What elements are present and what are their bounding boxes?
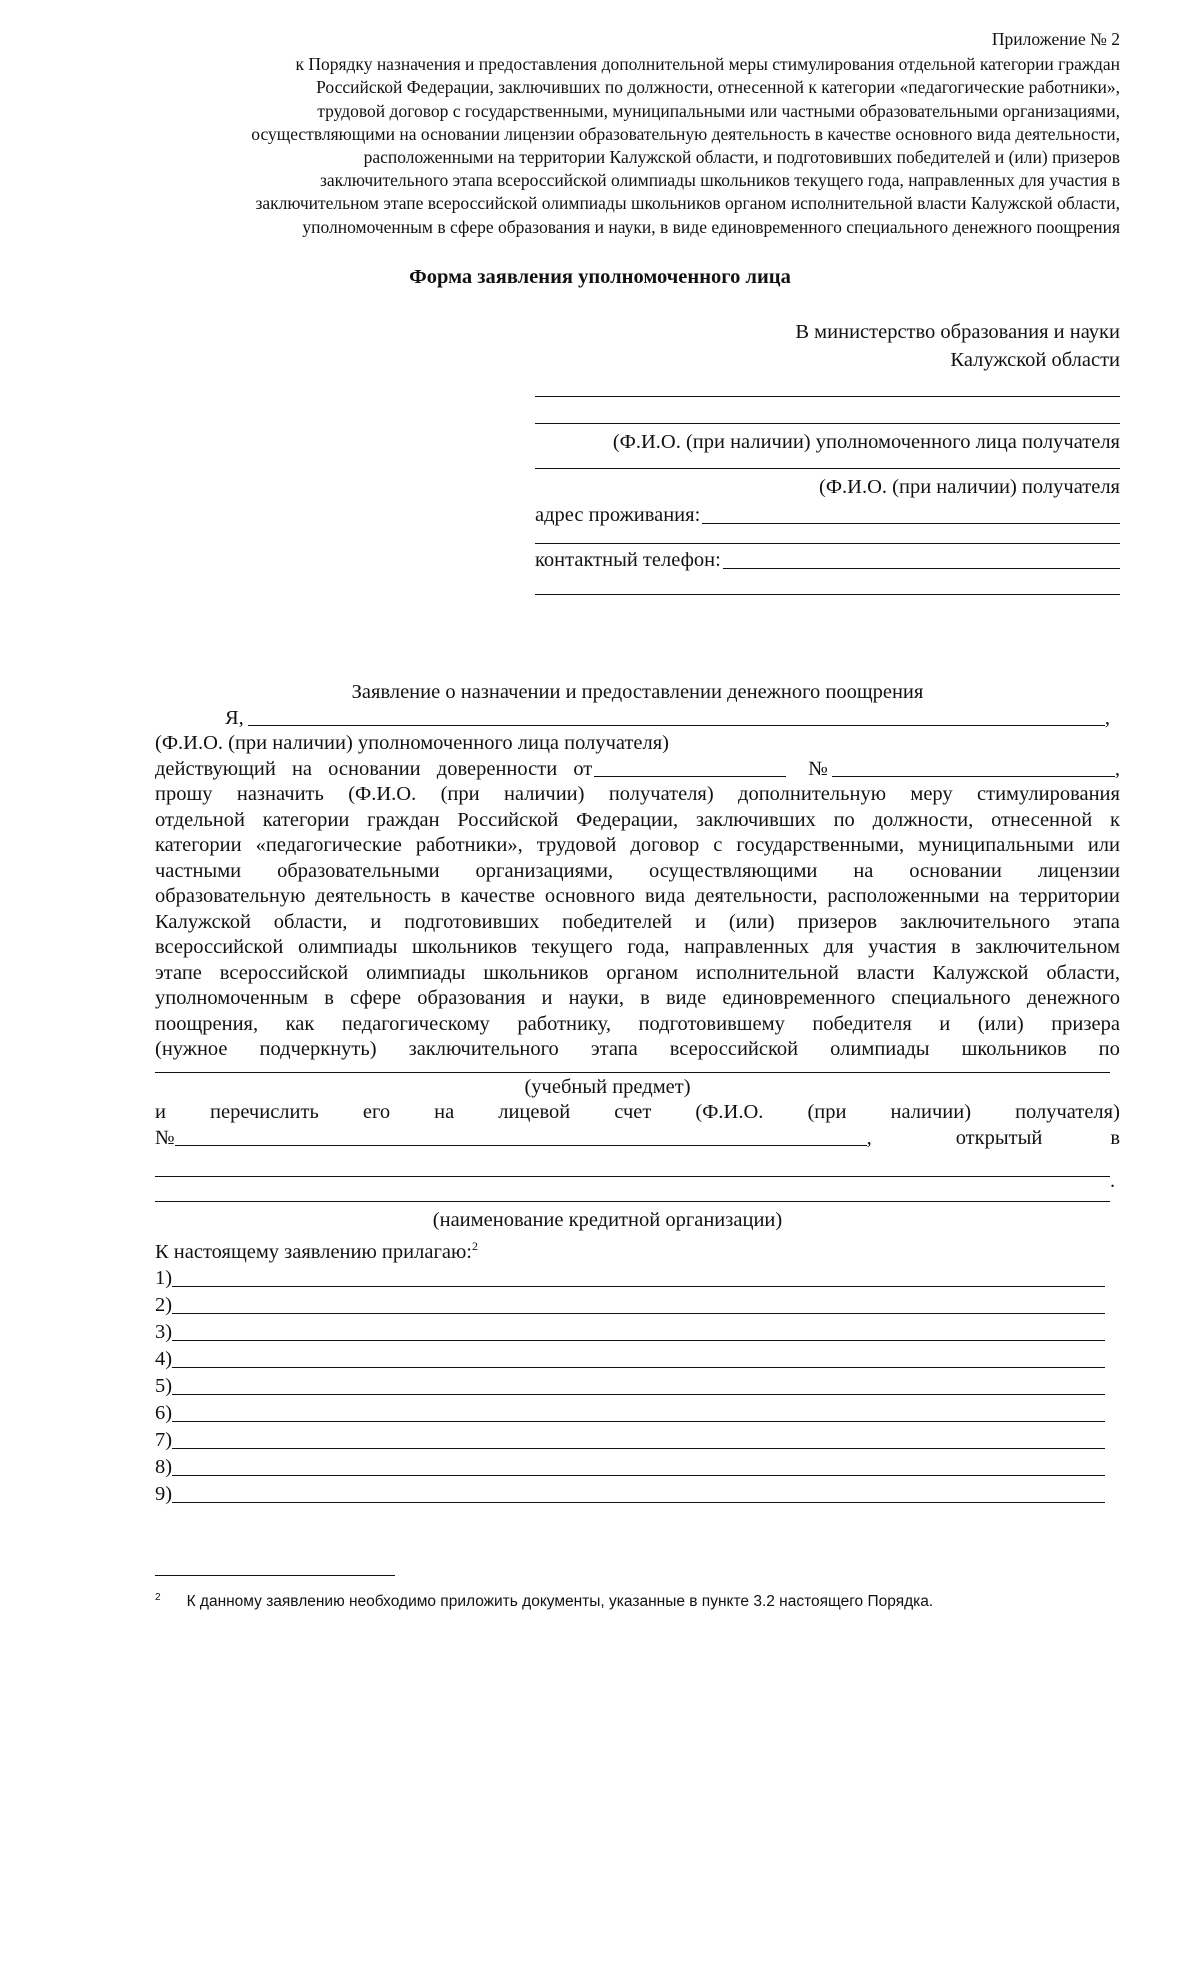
paragraph-word: или	[1087, 834, 1120, 856]
paragraph-word: и	[370, 910, 382, 933]
paragraph-word: области,	[1046, 961, 1120, 984]
attachment-number: 1)	[155, 1267, 173, 1290]
transfer-word: (Ф.И.О.	[695, 1101, 764, 1123]
paragraph-line	[155, 961, 1120, 987]
attachment-line[interactable]	[172, 1394, 1105, 1395]
bank-period: .	[1110, 1169, 1116, 1192]
paragraph-word: области,	[273, 910, 348, 933]
paragraph-word: школьников	[961, 1038, 1067, 1060]
paragraph-line	[155, 782, 1120, 808]
paragraph-word: органом	[606, 961, 679, 984]
paragraph-line	[155, 910, 1120, 936]
fio-authorized-label: (Ф.И.О. (при наличии) уполномоченного лица получателя	[612, 431, 1120, 453]
attorney-date-line[interactable]	[594, 776, 786, 777]
transfer-word: и	[155, 1101, 166, 1123]
transfer-word: перечислить	[210, 1101, 319, 1123]
attachment-line[interactable]	[172, 1502, 1105, 1503]
paragraph-word: в	[951, 936, 961, 958]
acting-label: действующий на основании доверенности от	[155, 757, 593, 780]
applicant-name-line[interactable]	[248, 725, 1105, 726]
paragraph-word: осуществляющими	[649, 859, 818, 882]
paragraph-word: дополнительную	[738, 783, 887, 805]
paragraph-word: (при	[440, 783, 480, 805]
attachment-number: 5)	[155, 1375, 173, 1398]
attachment-item[interactable]	[155, 1292, 1105, 1319]
paragraph-word: для	[823, 936, 854, 958]
paragraph-word: расположенными	[827, 885, 980, 907]
appendix-line: осуществляющими на основании лицензии образовательную деятельность в качестве основного вида деятельности,	[251, 123, 1120, 144]
appendix-line: заключительного этапа всероссийской олимпиады школьников текущего года, направленных для участия в	[320, 170, 1120, 191]
address-label: адрес проживания:	[535, 504, 701, 526]
paragraph-word: образовательными	[277, 859, 440, 882]
paragraph-word: власти	[856, 961, 915, 984]
paragraph-word: заключительного	[408, 1038, 559, 1060]
fio-recipient-label: (Ф.И.О. (при наличии) получателя	[819, 476, 1120, 498]
attachment-item[interactable]	[155, 1481, 1105, 1508]
paragraph-line	[155, 808, 1120, 834]
paragraph-word: заключительного	[899, 910, 1051, 933]
paragraph-word: деятельности,	[695, 885, 818, 907]
statement-title: Заявление о назначении и предоставлении денежного поощрения	[351, 681, 924, 703]
paragraph-word: деятельность	[315, 885, 432, 907]
paragraph-word: подготовившему	[638, 1012, 785, 1035]
paragraph-word: государственными,	[736, 834, 905, 856]
paragraph-word: поощрения,	[155, 1012, 259, 1035]
paragraph-word: всероссийской	[669, 1038, 799, 1060]
paragraph-word: частными	[155, 859, 242, 882]
paragraph-word: направленных	[684, 936, 809, 958]
account-comma: ,	[866, 1126, 872, 1149]
paragraph-word: по	[1098, 1038, 1120, 1060]
paragraph-word: этапе	[155, 961, 202, 984]
addressee-region: Калужской области	[950, 349, 1120, 371]
attachment-item[interactable]	[155, 1319, 1105, 1346]
subject-line[interactable]	[155, 1072, 1110, 1073]
paragraph-word: победителя	[812, 1012, 912, 1035]
attachment-number: 6)	[155, 1402, 173, 1425]
appendix-line: к Порядку назначения и предоставления дополнительной меры стимулирования отдельной категории граждан	[295, 54, 1120, 75]
addressee-block	[535, 318, 1120, 595]
paragraph-word: работники»,	[415, 834, 523, 856]
paragraph-word: граждан	[367, 808, 440, 831]
address-input-line[interactable]	[702, 523, 1120, 524]
appendix-number: Приложение № 2	[991, 29, 1120, 49]
paragraph-word: (нужное	[155, 1038, 228, 1060]
paragraph-line	[155, 859, 1120, 885]
paragraph-word: муниципальными	[918, 834, 1074, 856]
appendix-line: Российской Федерации, заключивших по должности, отнесенной к категории «педагогические работники»,	[316, 77, 1120, 98]
account-number-line[interactable]	[175, 1145, 867, 1146]
addressee-ministry: В министерство образования и науки	[795, 321, 1120, 343]
attachment-line[interactable]	[172, 1286, 1105, 1287]
paragraph-word: виде	[665, 987, 707, 1009]
attachment-item[interactable]	[155, 1427, 1105, 1454]
attachment-line[interactable]	[172, 1367, 1105, 1368]
attorney-number-line[interactable]	[832, 776, 1115, 777]
paragraph-word: текущего	[531, 936, 613, 958]
in-label: в	[1110, 1126, 1120, 1149]
paragraph-word: назначить	[236, 783, 324, 805]
paragraph-word: участия	[868, 936, 937, 958]
footnote-mark: 2	[155, 1592, 161, 1603]
transfer-word: наличии)	[890, 1101, 972, 1123]
paragraph-word: лицензии	[1037, 859, 1120, 882]
paragraph-line	[155, 935, 1120, 961]
applicant-name-field[interactable]	[155, 706, 1120, 732]
power-of-attorney-field[interactable]	[155, 757, 1120, 783]
paragraph-word: к	[1110, 808, 1120, 831]
transfer-word: получателя)	[1015, 1101, 1120, 1123]
paragraph-word: сфере	[350, 987, 402, 1009]
statement-body	[155, 680, 1120, 1508]
paragraph-word: науки,	[568, 987, 625, 1009]
paragraph-word: (или)	[977, 1012, 1024, 1035]
transfer-word: (при	[807, 1101, 847, 1123]
attach-heading	[155, 1234, 1120, 1265]
paragraph-word: этапа	[1072, 910, 1120, 933]
paragraph-word: «педагогические	[255, 834, 402, 856]
bank-line-2[interactable]	[155, 1201, 1110, 1202]
attachment-item[interactable]	[155, 1400, 1105, 1427]
transfer-word: счет	[614, 1101, 652, 1123]
paragraph-word: образования	[417, 987, 526, 1009]
paragraph-word: работнику,	[517, 1012, 611, 1035]
paragraph-word: призера	[1051, 1012, 1120, 1035]
paragraph-word: качестве	[460, 885, 536, 907]
paragraph-word: всероссийской	[155, 936, 284, 958]
paragraph-word: образовательную	[155, 885, 306, 907]
paragraph-word: отнесенной	[991, 808, 1093, 831]
paragraph-word: исполнительной	[695, 961, 839, 984]
paragraph-word: уполномоченным	[155, 987, 309, 1009]
paragraph-word: категории	[262, 808, 350, 831]
paragraph-line	[155, 833, 1120, 859]
paragraph-word: года,	[627, 936, 670, 958]
paragraph-word: как	[285, 1012, 315, 1035]
attachment-item[interactable]	[155, 1373, 1105, 1400]
transfer-word: его	[362, 1101, 391, 1123]
paragraph-line	[155, 1037, 1120, 1063]
paragraph-word: категории	[155, 834, 242, 856]
appendix-line: расположенными на территории Калужской области, и подготовивших победителей и (или) призеров	[363, 147, 1120, 168]
paragraph-word: (Ф.И.О.	[348, 783, 417, 805]
paragraph-word: организациями,	[475, 859, 614, 882]
paragraph-word: школьников	[483, 961, 589, 984]
appendix-header	[150, 28, 1120, 239]
paragraph-word: школьников	[412, 936, 518, 958]
opened-label: открытый	[955, 1126, 1043, 1149]
paragraph-word: педагогическому	[341, 1012, 490, 1035]
paragraph-word: наличии)	[503, 783, 585, 805]
paragraph-word: подчеркнуть)	[259, 1038, 377, 1060]
attachment-number: 9)	[155, 1483, 173, 1506]
attachment-line[interactable]	[172, 1421, 1105, 1422]
attachment-number: 7)	[155, 1429, 173, 1452]
attachment-line[interactable]	[172, 1475, 1105, 1476]
address-field[interactable]	[535, 501, 1120, 529]
paragraph-word: основании	[909, 859, 1002, 882]
attachment-item[interactable]	[155, 1454, 1105, 1481]
paragraph-word: олимпиады	[366, 961, 466, 984]
fio-authorized-caption: (Ф.И.О. (при наличии) уполномоченного лица получателя)	[155, 732, 670, 754]
paragraph-line	[155, 1012, 1120, 1038]
paragraph-word: заключивших	[695, 808, 816, 831]
paragraph-word: Российской	[457, 808, 559, 831]
phone-label: контактный телефон:	[535, 549, 721, 571]
attachment-line[interactable]	[172, 1448, 1105, 1449]
transfer-line	[155, 1100, 1120, 1126]
attachment-line[interactable]	[172, 1340, 1105, 1341]
paragraph-word: меру	[910, 783, 953, 805]
paragraph-word: основного	[544, 885, 636, 907]
paragraph-word: денежного	[1026, 987, 1120, 1009]
attachment-number: 2)	[155, 1294, 173, 1317]
paragraph-word: должности,	[872, 808, 974, 831]
attachment-item[interactable]	[155, 1265, 1105, 1292]
paragraph-word: на	[989, 885, 1010, 907]
paragraph-line	[155, 986, 1120, 1012]
attachment-number: 4)	[155, 1348, 173, 1371]
paragraph-word: отдельной	[155, 808, 245, 831]
appendix-line: заключительном этапе всероссийской олимпиады школьников органом исполнительной власти Калужской области,	[255, 193, 1120, 214]
paragraph-word: Калужской	[932, 961, 1029, 984]
attach-label: К настоящему заявлению прилагаю:	[155, 1240, 472, 1263]
transfer-word: на	[434, 1101, 455, 1123]
paragraph-word: Калужской	[155, 910, 251, 933]
account-number-field[interactable]	[155, 1126, 1120, 1152]
account-number-sign: №	[155, 1126, 175, 1149]
attachment-item[interactable]	[155, 1346, 1105, 1373]
attachment-number: 8)	[155, 1456, 173, 1479]
paragraph-word: получателя)	[608, 783, 714, 805]
paragraph-word: договор	[630, 834, 700, 856]
paragraph-word: победителей	[562, 910, 673, 933]
attach-footnote-ref: 2	[471, 1238, 478, 1253]
i-end: ,	[1104, 706, 1110, 729]
paragraph-word: призеров	[797, 910, 878, 933]
footnote-separator	[155, 1575, 395, 1576]
appendix-line: уполномоченным в сфере образования и науки, в виде единовременного специального денежного поощрения	[302, 216, 1120, 237]
paragraph-word: и	[939, 1012, 951, 1035]
paragraph-word: территории	[1019, 885, 1120, 907]
attachment-line[interactable]	[172, 1313, 1105, 1314]
attachments-list	[155, 1265, 1105, 1508]
paragraph-word: (или)	[728, 910, 775, 933]
bank-caption: (наименование кредитной организации)	[432, 1209, 783, 1231]
paragraph-line	[155, 884, 1120, 910]
paragraph-word: в	[324, 987, 334, 1009]
paragraph-word: олимпиады	[298, 936, 398, 958]
paragraph-word: всероссийской	[219, 961, 349, 984]
paragraph-word: подготовивших	[404, 910, 540, 933]
subject-caption: (учебный предмет)	[524, 1075, 691, 1098]
paragraph-word: олимпиады	[830, 1038, 930, 1060]
paragraph-word: по	[833, 808, 855, 831]
paragraph-word: стимулирования	[977, 783, 1120, 805]
paragraph-word: и	[541, 987, 553, 1009]
attorney-number-sign: №	[808, 757, 828, 780]
transfer-word: лицевой	[498, 1101, 571, 1123]
paragraph-word: трудовой	[536, 834, 617, 856]
paragraph-word: и	[694, 910, 706, 933]
paragraph-word: в	[640, 987, 650, 1009]
paragraph-word: с	[713, 834, 723, 856]
paragraph-word: специального	[891, 987, 1011, 1009]
paragraph-word: Федерации,	[576, 808, 679, 831]
attachment-number: 3)	[155, 1321, 173, 1344]
footnote	[155, 1592, 1120, 1611]
paragraph-word: в	[440, 885, 451, 907]
acting-end: ,	[1114, 757, 1120, 780]
paragraph-word: единовременного	[722, 987, 876, 1009]
paragraph-word: заключительном	[975, 936, 1120, 958]
form-title: Форма заявления уполномоченного лица	[409, 266, 791, 288]
paragraph-word: прошу	[155, 783, 213, 805]
phone-input-line[interactable]	[723, 568, 1120, 569]
paragraph-word: этапа	[590, 1038, 638, 1060]
paragraph-word: на	[853, 859, 874, 882]
statement-paragraph	[155, 782, 1120, 1063]
phone-field[interactable]	[535, 546, 1120, 574]
appendix-line: трудовой договор с государственными, муниципальными или частными образовательными организациями,	[317, 100, 1120, 121]
address-extra-line[interactable]	[535, 543, 1120, 544]
i-label: Я,	[225, 706, 244, 729]
footnote-text: К данному заявлению необходимо приложить документы, указанные в пункте 3.2 настоящего Порядка.	[186, 1593, 934, 1611]
paragraph-word: вида	[644, 885, 686, 907]
phone-extra-line[interactable]	[535, 594, 1120, 595]
